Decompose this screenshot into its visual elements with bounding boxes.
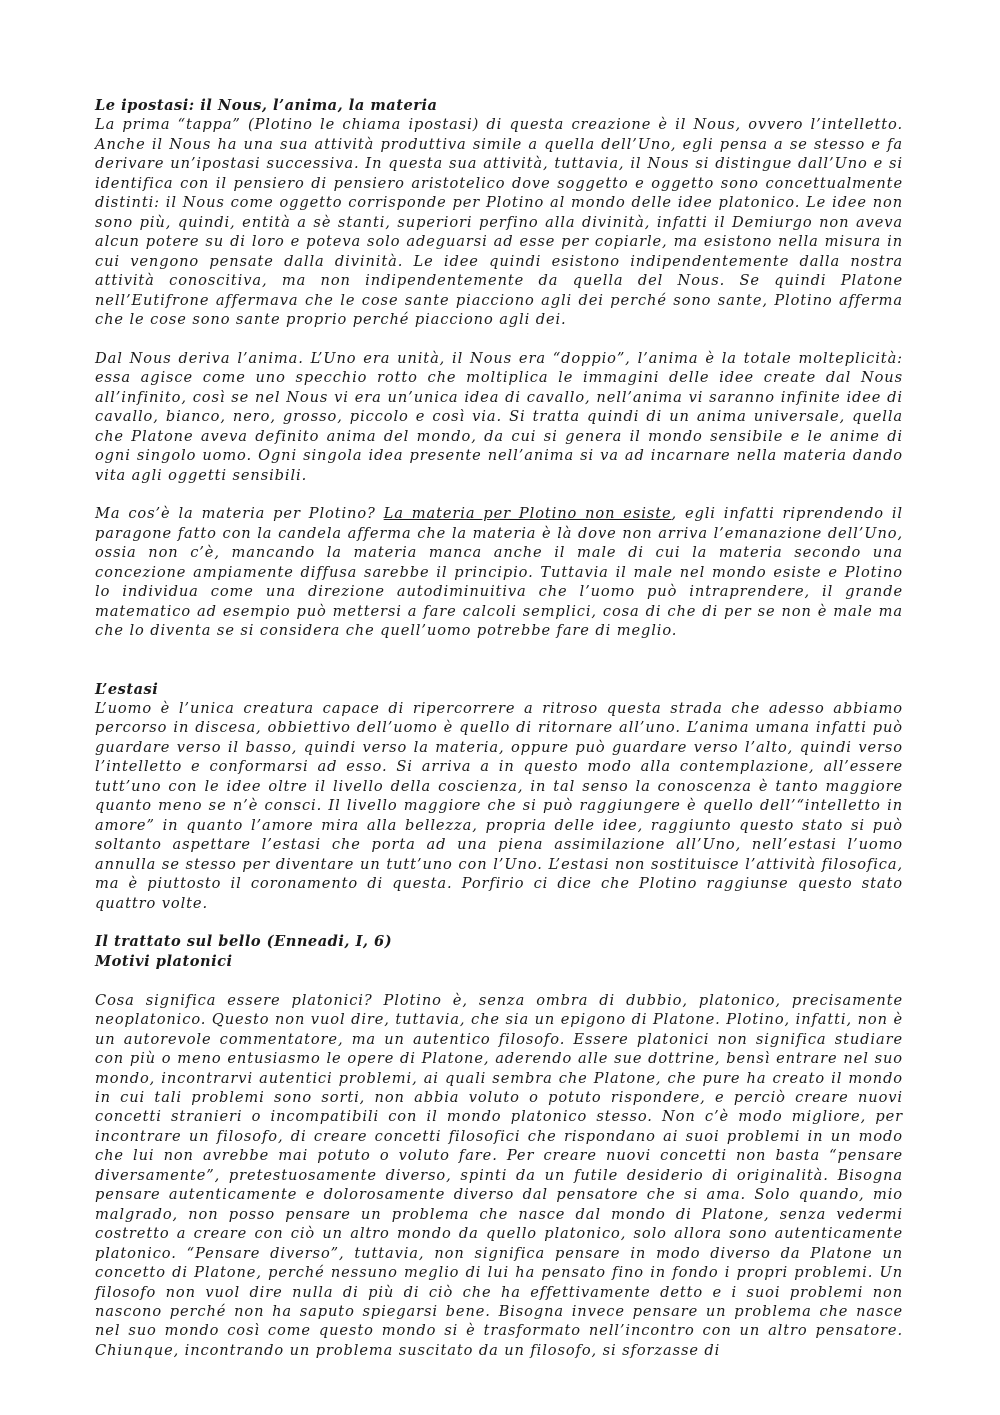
paragraph-gap xyxy=(95,329,903,348)
paragraph-materia xyxy=(95,504,903,640)
paragraph-gap xyxy=(95,485,903,504)
section-heading-ipostasi: Le ipostasi: il Nous, l’anima, la materia xyxy=(95,97,438,114)
section-heading-trattato: Il trattato sul bello (Enneadi, I, 6) xyxy=(95,933,393,951)
paragraph-materia-rest: , egli infatti riprendendo il paragone fatto con la candela afferma che la materia è là dove non arriva l’emanazione dell’Uno, ossia non c’è, mancando la materia manca anche il male di cui la materia secondo una concezione ampiamente diffusa sarebbe il principio. Tuttavia il male nel mondo esiste e Plotino lo individua come una direzione autodiminuitiva che l’uomo può intraprendere, il grande matematico ad esempio può mettersi a fare calcoli semplici, cosa di che di per se non è male ma che lo diventa se si considera che quell’uomo potrebbe fare di meglio. xyxy=(95,505,903,640)
underlined-phrase: La materia per Plotino non esiste xyxy=(383,505,672,523)
paragraph-platonici: Cosa significa essere platonici? Plotino è, senza ombra di dubbio, platonico, precisamente neoplatonico. Questo non vuol dire, tuttavia, che sia un epigono di Platone. Plotino, infatti, non è un autorevole commentatore, ma un autentico filosofo. Essere platonici non significa studiare con più o meno entusiasmo le opere di Platone, aderendo alle sue dottrine, bensì entrare nel suo mondo, incontrarvi autentici problemi, ai quali sembra che Platone, che pure ha creato il mondo in cui tali problemi sono sorti, non abbia voluto o potuto rispondere, e perciò creare nuovi concetti stranieri o incompatibili con il mondo platonico stesso. Non c’è modo migliore, per incontrare un filosofo, di creare concetti filosofici che rispondano ai suoi problemi in un modo che lui non avrebbe mai potuto o voluto fare. Per creare nuovi concetti non basta “pensare diversamente”, pretestuosamente diverso, spinti da un futile desiderio di originalità. Bisogna pensare autenticamente e dolorosamente diverso dal pensatore che si ama. Solo quando, mio malgrado, non posso pensare un problema che nasce dal mondo di Platone, senza vedermi costretto a creare con ciò un altro mondo da quello platonico, solo allora sono autenticamente platonico. “Pensare diverso”, tuttavia, non significa pensare in modo diverso da Platone un concetto di Platone, perché nessuno meglio di lui ha pensato fino in fondo i propri problemi. Un filosofo non vuol dire nulla di più di ciò che ha effettivamente detto e i suoi problemi non nascono perché non ha saputo spiegarsi bene. Bisogna invece pensare un problema che nasce nel suo mondo così come questo mondo si è trasformato nell’incontro con un altro pensatore. Chiunque, incontrando un problema suscitato da un filosofo, si sforzasse di xyxy=(95,991,903,1359)
section-gap xyxy=(95,641,903,680)
paragraph-anima: Dal Nous deriva l’anima. L’Uno era unità, il Nous era “doppio”, l’anima è la totale molteplicità: essa agisce come uno specchio rotto che moltiplica le immagini delle idee create dal Nous all’infinito, così se nel Nous vi era un’unica idea di cavallo, nell’anima vi saranno infinite idee di cavallo, bianco, nero, grosso, piccolo e così via. Si tratta quindi di un anima universale, quella che Platone aveva definito anima del mondo, da cui si genera il mondo sensibile e le anime di ogni singolo uomo. Ogni singola idea presente nell’anima si va ad incarnare nella materia dando vita agli oggetti sensibili. xyxy=(95,349,903,484)
paragraph-gap xyxy=(95,913,903,932)
paragraph-nous: La prima “tappa” (Plotino le chiama ipostasi) di questa creazione è il Nous, ovvero l’intelletto. Anche il Nous ha una sua attività produttiva simile a quella dell’Uno, egli pensa a se stesso e fa derivare un’ipostasi successiva. In questa sua attività, tuttavia, il Nous si distingue dall’Uno e si identifica con il pensiero di pensiero aristotelico dove soggetto e oggetto sono concettualmente distinti: il Nous come oggetto corrisponde per Plotino al mondo delle idee platonico. Le idee non sono più, quindi, entità a sè stanti, superiori perfino alla divinità, infatti il Demiurgo non aveva alcun potere su di loro e poteva solo adeguarsi ad esse per copiarle, ma esistono nella misura in cui vengono pensate dalla divinità. Le idee quindi esistono indipendentemente dalla nostra attività conoscitiva, ma non indipendentemente da quella del Nous. Se quindi Platone nell’Eutifrone affermava che le cose sante piacciono agli dei perché sono sante, Plotino afferma che le cose sono sante proprio perché piacciono agli dei. xyxy=(95,116,903,328)
paragraph-materia-intro: Ma cos’è la materia per Plotino? xyxy=(95,505,384,523)
paragraph-gap xyxy=(95,971,903,990)
section-subheading-motivi: Motivi platonici xyxy=(95,952,233,970)
paragraph-estasi: L’uomo è l’unica creatura capace di ripercorrere a ritroso questa strada che adesso abbiamo percorso in discesa, obbiettivo dell’uomo è quello di ritornare all’uno. L’anima umana infatti può guardare verso il basso, quindi verso la materia, oppure può guardare verso l’alto, quindi verso l’intelletto e conformarsi ad esso. Si arriva a in questo modo alla contemplazione, all’essere tutt’uno con le idee oltre il livello della coscienza, in tal senso la conoscenza è tanto maggiore quanto meno se n’è consci. Il livello maggiore che si può raggiungere è quello dell’“intelletto in amore” in quanto l’amore mira alla bellezza, propria delle idee, raggiunto questo stato si può soltanto aspettare l’estasi che porta ad una piena assimilazione all’Uno, nell’estasi l’uomo annulla se stesso per diventare un tutt’uno con l’Uno. L’estasi non sostituisce l’attività filosofica, ma è piuttosto il coronamento di questa. Porfirio ci dice che Plotino raggiunse questo stato quattro volte. xyxy=(95,700,903,912)
section-heading-estasi: L’estasi xyxy=(95,680,159,698)
document-page xyxy=(95,96,903,1360)
